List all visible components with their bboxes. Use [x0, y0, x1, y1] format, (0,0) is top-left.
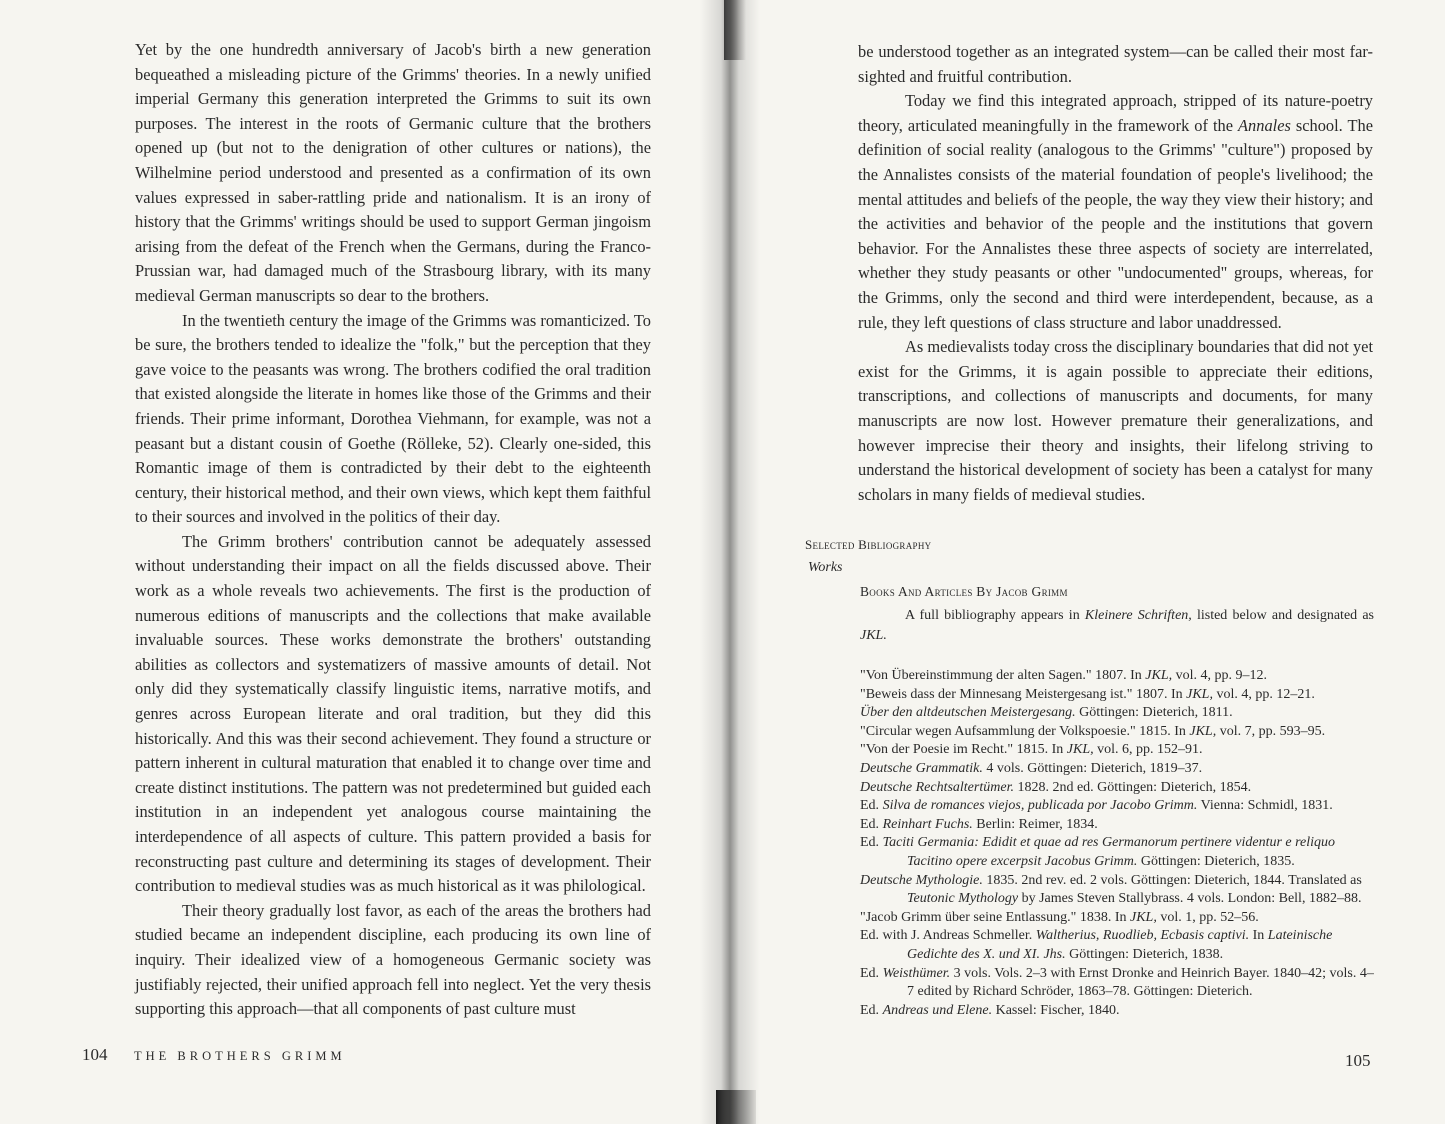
text-run-italic: JKL, [1066, 742, 1094, 758]
paragraph-annales [858, 89, 1373, 335]
text-run: Ed. [860, 1002, 883, 1018]
book-gutter [700, 0, 760, 1124]
left-page-body [135, 38, 651, 1022]
text-run-italic: JKL, [1145, 668, 1173, 683]
bibliography-entry [860, 816, 1375, 835]
text-run: Ed. [860, 835, 883, 851]
bibliography-entry [860, 741, 1375, 760]
text-run-italic: Deutsche Mythologie. [860, 872, 983, 888]
right-page-number: 105 [1345, 1051, 1371, 1070]
bibliography-entry [860, 723, 1375, 742]
text-run: vol. 6, pp. 152–91. [1093, 742, 1203, 758]
right-page-body [858, 40, 1373, 507]
text-run: Ed. [860, 816, 883, 832]
bibliography-section-title: Books And Articles By Jacob Grimm [860, 584, 1068, 599]
text-run: Berlin: Reimer, 1834. [972, 816, 1098, 832]
bibliography-entry [860, 834, 1375, 871]
paragraph: Yet by the one hundredth anniversary of Jacob's birth a new generation bequeathed a misleading picture of the Grimms' theories. In a newly unified imperial Germany this generation interpreted the Grimms to suit its own purposes. The interest in the roots of Germanic culture that the brothers opened up (but not to the denigration of other cultures or nations), the Wilhelmine period understood and presented as a confirmation of its own values expressed in saber-rattling pride and nationalism. It is an irony of history that the Grimms' writings should be used to support German jingoism arising from the defeat of the French when the Germans, during the Franco-Prussian war, had damaged much of the Strasbourg library, with its many medieval German manuscripts so dear to the brothers. [135, 40, 651, 305]
text-run-italic: Silva de romances viejos, publicada por Jacobo Grimm. [882, 798, 1198, 814]
paragraph: The Grimm brothers' contribution cannot be adequately assessed without understanding their impact on all the fields discussed above. Their work as a whole reveals two achievements. The first is the production of numerous editions of manuscripts and the collections that make available invaluable sources. These works demonstrate the brothers' outstanding abilities as collectors and systematizers of massive amounts of detail. Not only did they systematically classify linguistic items, narrative motifs, and genres across European literate and oral tradition, but they did this historically. And this was their second achievement. They found a structure or pattern inherent in cultural maturation that enabled it to change over time and create distinct institutions. The pattern was not predetermined but guided each institution in an independent yet analogous course maintaining the interdependence of all aspects of culture. This pattern provided a basis for reconstructing past culture and determining its stages of development. Their contribution to medieval studies was as much historical as it was philological. [135, 531, 651, 896]
bibliography-entries [860, 667, 1375, 1020]
text-run-italic: JKL, [1189, 723, 1217, 739]
paragraph: As medievalists today cross the disciplinary boundaries that did not yet exist for the Grimms, it is again possible to appreciate their editions, transcriptions, and collections of manuscripts and documents, for many manuscripts are now lost. However premature their generalizations, and however imprecise their theory and insights, their lifelong striving to understand the historical development of society has been a catalyst for many scholars in many fields of medieval studies. [858, 337, 1373, 504]
text-run: 3 vols. Vols. 2–3 with Ernst Dronke and Heinrich Bayer. 1840–42; vols. 4–7 edited by Richard Schröder, 1863–78. Göttingen: Dieterich. [907, 965, 1374, 1000]
paragraph: In the twentieth century the image of the Grimms was romanticized. To be sure, the brothers tended to idealize the "folk," but the perception that they gave voice to the peasants was wrong. The brothers codified the oral tradition that existed alongside the literate in homes like those of the Grimms and their friends. Their prime informant, Dorothea Viehmann, for example, was not a peasant but a distant cousin of Goethe (Rölleke, 52). Clearly one-sided, this Romantic image of them is contradicted by their debt to the eighteenth century, their historical method, and their own views, which kept them faithful to their sources and involved in the politics of their day. [135, 310, 651, 527]
text-run-italic: Taciti Germania: Edidit et quae ad res Germanorum pertinere videntur e reliquo Tacitino opere excerpsit Jacobus Grimm. [882, 835, 1336, 869]
bibliography-entry [860, 667, 1375, 686]
paragraph: be understood together as an integrated system—can be called their most far-sighted and fruitful contribution. [858, 42, 1373, 86]
text-run: vol. 4, pp. 9–12. [1172, 668, 1268, 683]
paragraph: Their theory gradually lost favor, as each of the areas the brothers had studied became an independent discipline, each producing its own line of inquiry. Their idealized view of a homogeneous Germanic society was justifiably rejected, their unified approach fell into neglect. Yet the very thesis supporting this approach—that all components of past culture must [135, 900, 651, 1019]
bibliography-entry [860, 872, 1375, 909]
text-run-italic: Kleinere Schriften, [1084, 608, 1192, 623]
text-run-italic: Annales [1238, 115, 1291, 135]
text-run-italic: Lateinische Gedichte des X. und XI. Jhs. [907, 928, 1333, 962]
text-run: "Circular wegen Aufsammlung der Volkspoesie." 1815. In [860, 723, 1190, 739]
bibliography-entry [860, 779, 1375, 798]
bibliography-entry [860, 927, 1375, 964]
text-run: 1828. 2nd ed. Göttingen: Dieterich, 1854. [1013, 779, 1252, 795]
bibliography-entry [860, 797, 1375, 816]
text-run: 4 vols. Göttingen: Dieterich, 1819–37. [982, 760, 1203, 776]
text-run: vol. 7, pp. 593–95. [1216, 723, 1326, 739]
text-run-italic: Reinhart Fuchs. [882, 816, 973, 832]
page-number: 104 [82, 1045, 108, 1064]
text-run: "Von Übereinstimmung der alten Sagen." 1807. In [860, 668, 1146, 683]
left-page-footer [82, 1045, 346, 1065]
bibliography-entry [860, 965, 1375, 1002]
bibliography-entry [860, 909, 1375, 928]
text-run: Kassel: Fischer, 1840. [992, 1002, 1120, 1018]
text-run: Ed. with J. Andreas Schmeller. [860, 928, 1036, 944]
text-run: by James Steven Stallybrass. 4 vols. London: Bell, 1882–88. [1018, 891, 1362, 907]
bibliography-subheading: Works [808, 560, 843, 575]
text-run: Göttingen: Dieterich, 1811. [1075, 705, 1233, 721]
text-run: Today we find this integrated approach, stripped of its nature-poetry theory, articulated meaningfully in the framework of the [858, 91, 1373, 135]
running-head: THE BROTHERS GRIMM [134, 1049, 346, 1063]
text-run-italic: Deutsche Rechtsaltertümer. [860, 779, 1014, 795]
text-run: vol. 1, pp. 52–56. [1156, 909, 1259, 925]
text-run: Göttingen: Dieterich, 1838. [1065, 946, 1224, 962]
text-run: Vienna: Schmidl, 1831. [1197, 798, 1333, 814]
text-run: "Beweis dass der Minnesang Meistergesang ist." 1807. In [860, 686, 1187, 702]
text-run: "Jacob Grimm über seine Entlassung." 1838. In [860, 909, 1130, 925]
text-run: In [1249, 928, 1268, 944]
bibliography-entry [860, 760, 1375, 779]
bibliography-heading: Selected Bibliography [805, 537, 932, 552]
bibliography-entry [860, 686, 1375, 705]
text-run: Ed. [860, 965, 883, 981]
bibliography-entry [860, 1002, 1375, 1021]
text-run-italic: Andreas und Elene. [882, 1002, 993, 1018]
text-run: Göttingen: Dieterich, 1835. [1137, 853, 1295, 869]
gutter-shadow-top [724, 0, 746, 60]
text-run-italic: Deutsche Grammatik. [860, 760, 983, 776]
text-run-italic: JKL, [1186, 686, 1213, 702]
bibliography-note [860, 606, 1374, 646]
text-run: Ed. [860, 798, 883, 814]
text-run: "Von der Poesie im Recht." 1815. In [860, 742, 1067, 758]
text-run: school. The definition of social reality (analogous to the Grimms' "culture") proposed by the Annalistes consists of the material foundation of people's livelihood; the mental attitudes and beliefs of the people, the way they view their history; and the activities and behavior of the people and the institutions that govern behavior. For the Annalistes these three aspects of society are interrelated, whether they study peasants or other "undocumented" groups, whereas, for the Grimms, only the second and third were interdependent, because, as a rule, they left questions of class structure and labor unaddressed. [858, 115, 1373, 332]
bibliography-entry [860, 704, 1375, 723]
text-run: listed below and designated as [1191, 608, 1374, 623]
text-run-italic: JKL. [860, 628, 887, 643]
text-run-italic: Weisthümer. [882, 965, 951, 981]
text-run-italic: Über den altdeutschen Meistergesang. [860, 705, 1076, 721]
text-run-italic: JKL, [1130, 909, 1157, 925]
gutter-shadow-bottom [716, 1090, 756, 1124]
text-run: A full bibliography appears in [905, 608, 1085, 623]
text-run-italic: Teutonic Mythology [907, 891, 1019, 907]
text-run-italic: Waltherius, Ruodlieb, Ecbasis captivi. [1035, 928, 1250, 944]
text-run: 1835. 2nd rev. ed. 2 vols. Göttingen: Dieterich, 1844. Translated as [982, 872, 1362, 888]
text-run: vol. 4, pp. 12–21. [1212, 686, 1315, 702]
